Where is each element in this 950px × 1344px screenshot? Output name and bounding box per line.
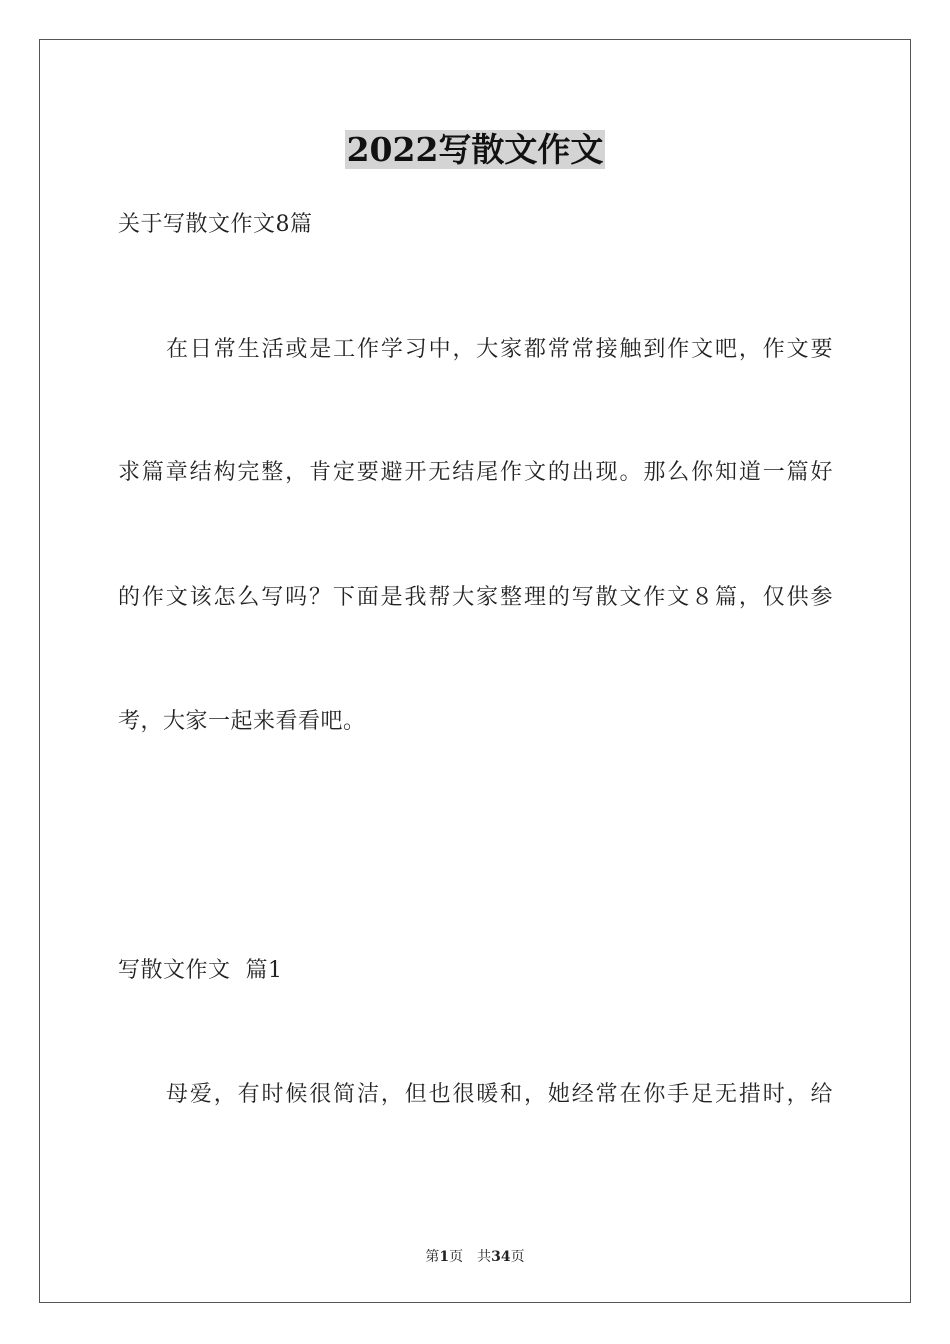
intro-line-1: 在日常生活或是工作学习中，大家都常常接触到作文吧，作文要	[166, 337, 833, 362]
document-subtitle: 关于写散文作文8篇	[118, 212, 313, 237]
footer-total-prefix: 共	[477, 1249, 492, 1265]
footer-page-number: 1	[439, 1249, 450, 1265]
footer-total-pages: 34	[491, 1249, 511, 1265]
footer-page-prefix: 第	[425, 1249, 440, 1265]
footer-total-suffix: 页	[510, 1249, 525, 1265]
section-paragraph-line-1: 母爱，有时候很简洁，但也很暖和，她经常在你手足无措时，给	[166, 1082, 833, 1107]
page-footer	[0, 1246, 950, 1266]
section-heading: 写散文作文 篇1	[118, 958, 283, 983]
document-title	[0, 128, 950, 172]
intro-line-2: 求篇章结构完整，肯定要避开无结尾作文的出现。那么你知道一篇好	[118, 460, 833, 485]
intro-line-3: 的作文该怎么写吗？下面是我帮大家整理的写散文作文８篇，仅供参	[118, 585, 833, 610]
footer-page-suffix: 页	[449, 1249, 464, 1265]
intro-line-4: 考，大家一起来看看吧。	[118, 709, 366, 734]
document-title-text: 2022写散文作文	[346, 130, 604, 169]
